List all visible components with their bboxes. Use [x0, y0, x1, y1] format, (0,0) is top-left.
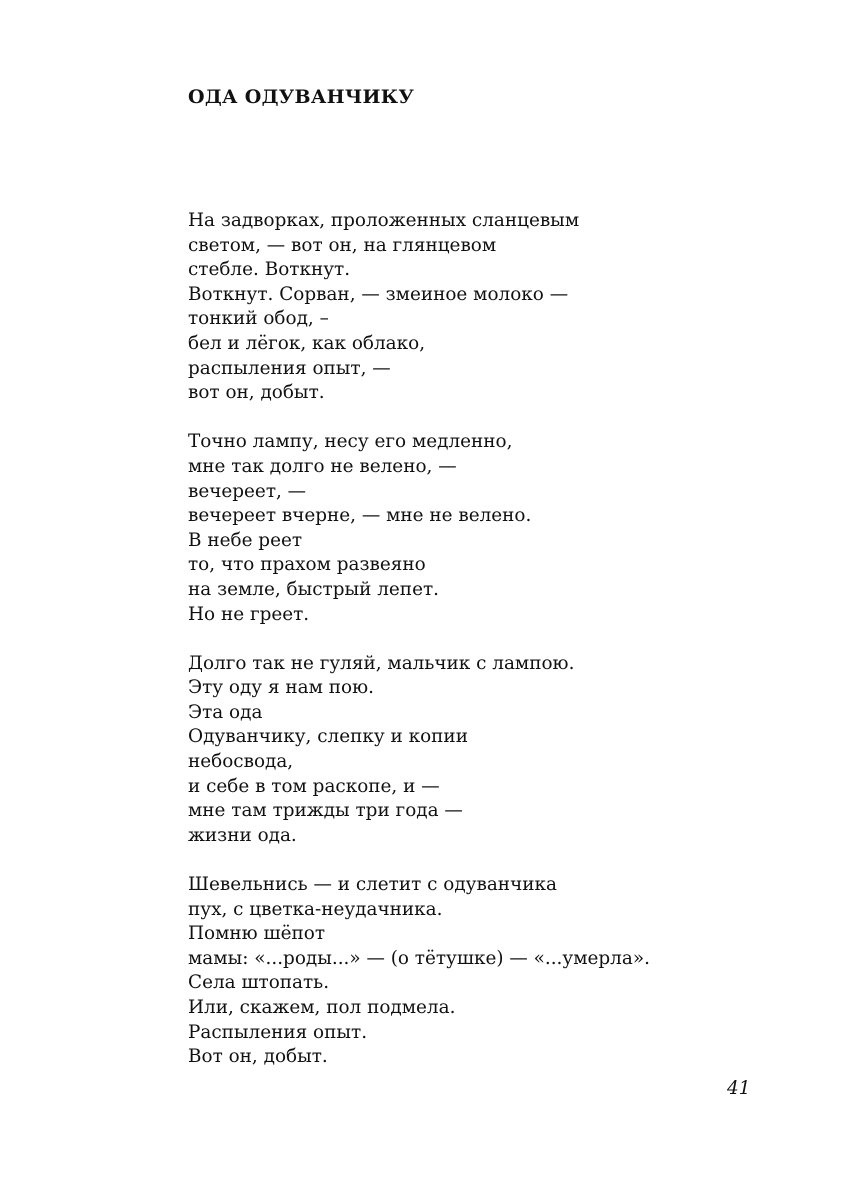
- poem-line: Воткнут. Сорван, — змеиное молоко —: [188, 283, 569, 305]
- stanza-2: [188, 430, 788, 627]
- poem-line: пух, с цветка-неудачника.: [188, 898, 443, 920]
- poem-title: ОДА ОДУВАНЧИКУ: [188, 86, 415, 108]
- poem-line: тонкий обод, –: [188, 308, 329, 330]
- page-number: 41: [727, 1078, 751, 1099]
- poem-line: распыления опыт, —: [188, 357, 391, 379]
- stanza-4: [188, 873, 788, 1070]
- poem-line: мне так долго не велено, —: [188, 455, 457, 477]
- poem-line: Вот он, добыт.: [188, 1046, 328, 1068]
- stanza-1: [188, 209, 788, 406]
- poem-line: Одуванчику, слепку и копии: [188, 726, 468, 748]
- poem-line: В небе реет: [188, 529, 303, 551]
- poem-line: Помню шёпот: [188, 923, 326, 945]
- poem-line: Эту оду я нам пою.: [188, 677, 374, 699]
- poem-line: Или, скажем, пол подмела.: [188, 997, 456, 1018]
- poem-line: мамы: «...роды...» — (о тётушке) — «...умерла».: [188, 947, 650, 969]
- poem-line: бел и лёгок, как облако,: [188, 332, 426, 354]
- poem-line: вечереет, —: [188, 480, 307, 502]
- poem-line: Села штопать.: [188, 972, 330, 994]
- poem-line: на земле, быстрый лепет.: [188, 578, 439, 600]
- poem-line: светом, — вот он, на глянцевом: [188, 234, 497, 256]
- poem-line: Но не греет.: [188, 603, 310, 625]
- poem-line: Шевельнись — и слетит с одуванчика: [188, 874, 557, 896]
- poem-line: На задворках, проложенных сланцевым: [188, 210, 580, 231]
- stanza-3: [188, 652, 788, 849]
- poem-line: Эта ода: [188, 701, 263, 723]
- poem-line: мне там трижды три года —: [188, 800, 463, 822]
- poem-line: Точно лампу, несу его медленно,: [188, 431, 513, 453]
- poem-line: жизни ода.: [188, 824, 297, 846]
- poem-line: и себе в том раскопе, и —: [188, 775, 440, 797]
- poem-body: [188, 209, 788, 1094]
- poem-line: небосвода,: [188, 751, 294, 773]
- poem-line: Распыления опыт.: [188, 1021, 368, 1043]
- poem-line: то, что прахом развеяно: [188, 554, 426, 576]
- poem-line: вечереет вчерне, — мне не велено.: [188, 505, 532, 527]
- poem-line: Долго так не гуляй, мальчик с лампою.: [188, 652, 575, 674]
- poem-line: вот он, добыт.: [188, 382, 325, 404]
- poem-line: стебле. Воткнут.: [188, 259, 351, 281]
